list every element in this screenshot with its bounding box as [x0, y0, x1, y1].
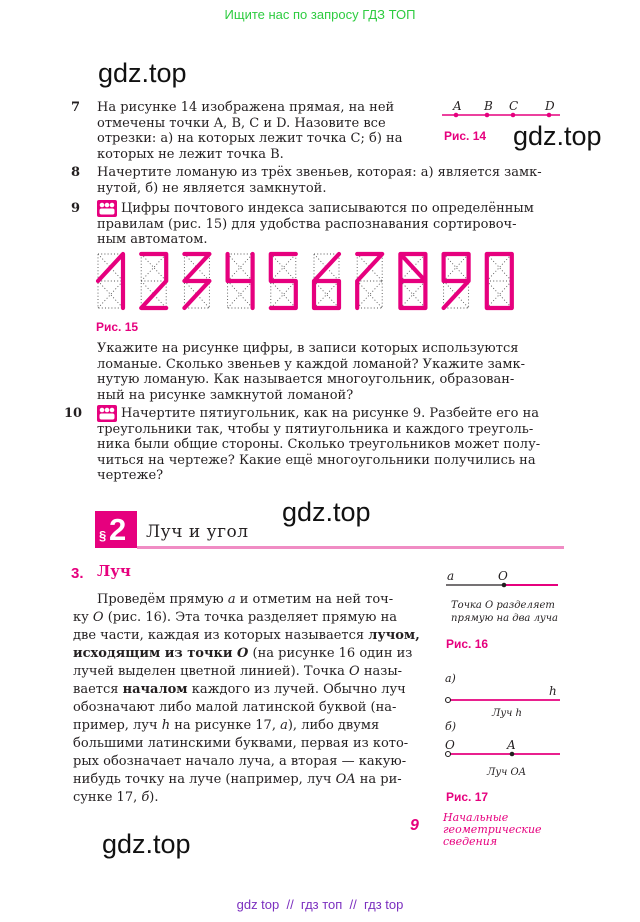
part-label: а) [445, 672, 456, 685]
point-label: B [484, 99, 493, 113]
point-label: D [545, 99, 555, 113]
section-rule [137, 546, 564, 549]
postal-digit-3 [184, 254, 209, 308]
point-label: O [445, 738, 455, 752]
chapter-name: Начальные геометрические сведения [443, 811, 542, 848]
figure-15-postal-digits [94, 251, 524, 313]
ray-label: h [549, 684, 557, 698]
figure-caption: Рис. 17 [446, 790, 489, 804]
subsection-number: 3. [71, 565, 84, 582]
line-label: a [447, 569, 455, 583]
ray-caption: Луч h [492, 708, 522, 719]
watermark: gdz.top [513, 121, 602, 151]
point-label: A [453, 99, 462, 113]
postal-digit-1 [98, 254, 123, 308]
figure-caption: Рис. 15 [96, 320, 139, 334]
top-banner[interactable]: Ищите нас по запросу ГДЗ ТОП [224, 7, 416, 22]
postal-digit-7 [357, 254, 382, 308]
watermark: gdz.top [102, 829, 191, 859]
problem-9-text: Цифры почтового индекса записываются по определённым правилам (рис. 15) для удобства распознавания сортировоч- ным автоматом. [97, 201, 534, 247]
problem-8-text: Начертите ломаную из трёх звеньев, которая: а) является замк- нутой, б) не является замкнутой. [97, 165, 542, 196]
problem-7-text: На рисунке 14 изображена прямая, на ней отмечены точки A, B, C и D. Назовите все отрезки: а) на которых лежит точка C; б) на которых не лежит точка B. [97, 100, 403, 162]
figure-17b-ray [444, 749, 562, 759]
watermark: gdz.top [98, 58, 187, 88]
section-badge: § 2 [95, 511, 137, 548]
postal-digit-8 [400, 254, 425, 308]
section-title: Луч и угол [146, 522, 249, 542]
problem-9-questions: Укажите на рисунке цифры, в записи которых используются ломаные. Сколько звеньев у каждой ломаной? Укажите замк- нутую ломаную. Как называется многоугольник, образован- ный на рисунке замкнутой ломаной? [97, 341, 526, 403]
ray-caption: Луч OA [487, 767, 526, 778]
problem-number: 8 [71, 165, 81, 180]
subsection-title: Луч [97, 562, 131, 580]
postal-digit-9 [444, 254, 469, 308]
point-label: O [498, 569, 508, 583]
point-label: A [507, 738, 516, 752]
problem-number: 9 [71, 201, 81, 216]
page-number: 9 [410, 817, 419, 834]
postal-digit-4 [228, 254, 253, 308]
figure-note: Точка O разделяет прямую на два луча [451, 600, 558, 624]
figure-caption: Рис. 16 [446, 637, 489, 651]
postal-digit-5 [271, 254, 296, 308]
postal-digit-2 [141, 254, 166, 308]
point-label: C [509, 99, 519, 113]
postal-digit-0 [487, 254, 512, 308]
body-text: Проведём прямую a и отметим на ней точ- ку O (рис. 16). Эта точка разделяет прямую на две части, каждая из которых называется лучом, исходящим из точки O (на рисунке 16 один из лучей выделен цветной линией). Точка O назы- вается началом каждого из лучей. Обычно луч обозначают либо малой латинской буквой (на- пример, луч h на рисунке 17, а), либо двумя большими латинскими буквами, первая из кото- рых обозначает начало луча, а вторая — какую- нибудь точку на луче (например, луч OA на ри- сунке 17, б). [73, 592, 420, 805]
part-label: б) [445, 720, 457, 733]
watermark: gdz.top [282, 497, 371, 527]
figure-17a-ray [444, 695, 562, 705]
problem-number: 10 [64, 406, 83, 421]
figure-caption: Рис. 14 [444, 129, 487, 143]
problem-number: 7 [71, 100, 81, 115]
bottom-banner[interactable]: gdz top // гдз топ // гдз top [236, 897, 404, 912]
postal-digit-6 [314, 254, 339, 308]
problem-10-text: Начертите пятиугольник, как на рисунке 9. Разбейте его на треугольники так, чтобы у пятиугольника и каждого треуголь- ника были общие стороны. Сколько треугольников может полу- читься на чертеже? Какие ещё многоугольники получились на чертеже? [97, 406, 541, 483]
